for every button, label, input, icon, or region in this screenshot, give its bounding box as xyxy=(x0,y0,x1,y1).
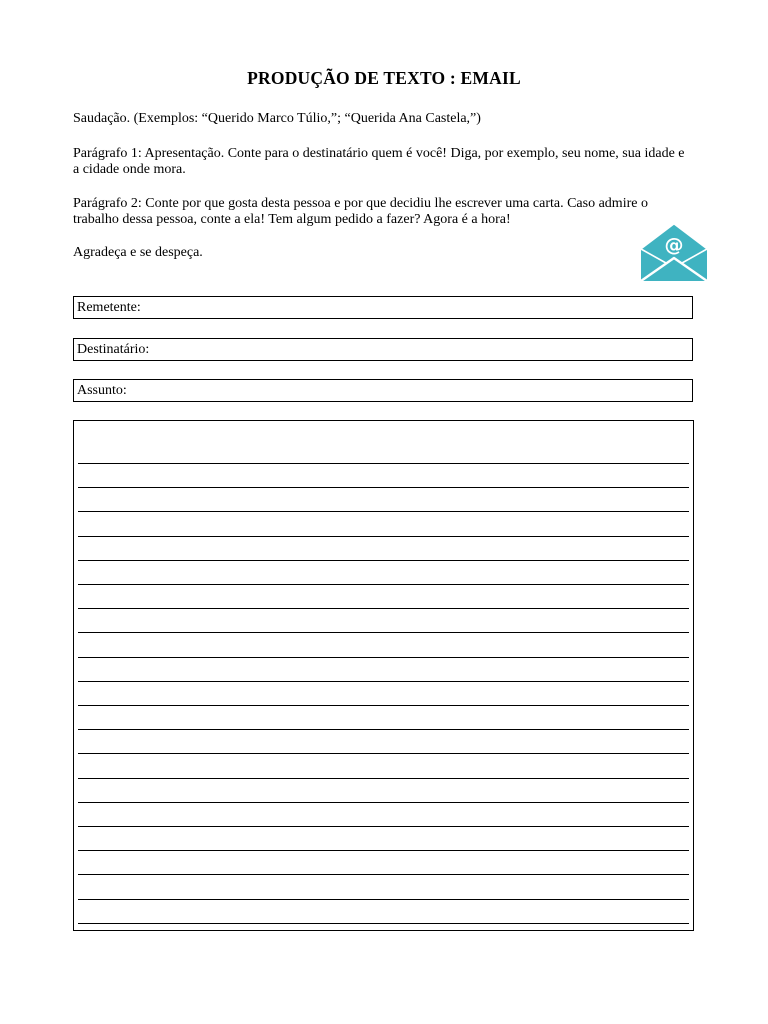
writing-line[interactable] xyxy=(78,705,689,706)
writing-line[interactable] xyxy=(78,826,689,827)
writing-line[interactable] xyxy=(78,778,689,779)
subject-label: Assunto: xyxy=(77,383,127,398)
sender-field[interactable] xyxy=(73,296,693,319)
writing-line[interactable] xyxy=(78,536,689,537)
sender-label: Remetente: xyxy=(77,300,141,315)
writing-line[interactable] xyxy=(78,584,689,585)
writing-line[interactable] xyxy=(78,850,689,851)
writing-line[interactable] xyxy=(78,802,689,803)
svg-text:@: @ xyxy=(664,234,684,256)
recipient-label: Destinatário: xyxy=(77,342,150,357)
paragraph-2-instruction: Parágrafo 2: Conte por que gosta desta pessoa e por que decidiu lhe escrever uma carta. Caso admire o trabalho dessa pessoa, conte a ela! Tem algum pedido a fazer? Agora é a hora! xyxy=(73,196,648,227)
writing-line[interactable] xyxy=(78,560,689,561)
recipient-field[interactable] xyxy=(73,338,693,361)
page-title: PRODUÇÃO DE TEXTO : EMAIL xyxy=(247,68,521,88)
writing-line[interactable] xyxy=(78,657,689,658)
writing-line[interactable] xyxy=(78,487,689,488)
writing-line[interactable] xyxy=(78,463,689,464)
writing-line[interactable] xyxy=(78,681,689,682)
writing-line[interactable] xyxy=(78,753,689,754)
writing-line[interactable] xyxy=(78,511,689,512)
subject-field[interactable] xyxy=(73,379,693,402)
greeting-instruction: Saudação. (Exemplos: “Querido Marco Túlio,”; “Querida Ana Castela,”) xyxy=(73,111,481,126)
email-envelope-icon xyxy=(638,222,710,284)
writing-line[interactable] xyxy=(78,632,689,633)
paragraph-1-instruction: Parágrafo 1: Apresentação. Conte para o destinatário quem é você! Diga, por exemplo, seu nome, sua idade e a cidade onde mora. xyxy=(73,146,685,177)
writing-line[interactable] xyxy=(78,874,689,875)
writing-line[interactable] xyxy=(78,729,689,730)
writing-line[interactable] xyxy=(78,899,689,900)
farewell-instruction: Agradeça e se despeça. xyxy=(73,245,203,260)
writing-area[interactable] xyxy=(73,420,694,931)
writing-line[interactable] xyxy=(78,923,689,924)
writing-line[interactable] xyxy=(78,608,689,609)
